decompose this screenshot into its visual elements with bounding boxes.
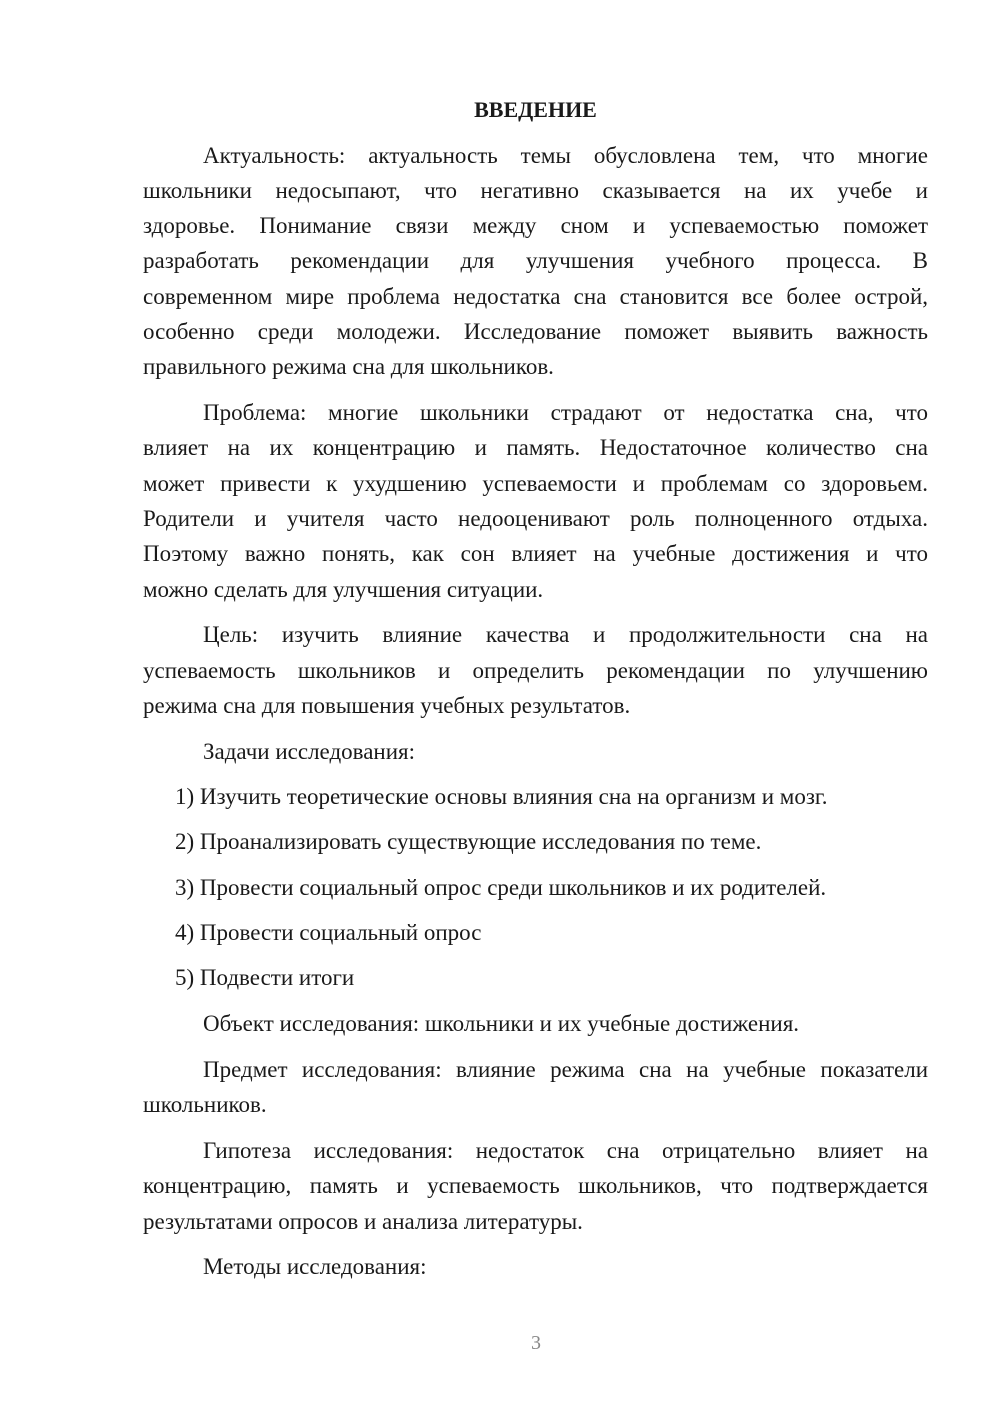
research-object: Объект исследования: школьники и их учебные достижения. [203,1011,800,1037]
text-line: школьников. [143,1092,267,1118]
text-line: концентрацию, память и успеваемость школьников, что подтверждается [143,1173,928,1199]
text-line: успеваемость школьников и определить рекомендации по улучшению [143,657,928,683]
text-line: правильного режима сна для школьников. [143,354,554,380]
research-subject [143,1052,928,1123]
text-line: Родители и учителя часто недооценивают роль полноценного отдыха. [143,505,928,531]
text-line: результатами опросов и анализа литературы. [143,1208,583,1234]
research-methods-heading: Методы исследования: [203,1254,427,1280]
text-line: особенно среди молодежи. Исследование поможет выявить важность [143,318,928,344]
text-line: современном мире проблема недостатка сна становится все более острой, [143,283,928,309]
text-line: Проблема: многие школьники страдают от недостатка сна, что [203,400,928,426]
research-hypothesis [143,1133,928,1239]
task-item: 3) Провести социальный опрос среди школьников и их родителей. [175,874,827,900]
text-line: Гипотеза исследования: недостаток сна отрицательно влияет на [203,1137,928,1163]
text-line: разработать рекомендации для улучшения учебного процесса. В [143,248,928,274]
text-line: можно сделать для улучшения ситуации. [143,576,544,602]
section-title: ВВЕДЕНИЕ [474,97,597,122]
text-line: школьники недосыпают, что негативно сказывается на их учебе и [143,177,928,203]
page-number: 3 [531,1332,541,1354]
task-item: 2) Проанализировать существующие исследования по теме. [175,829,762,855]
task-item: 1) Изучить теоретические основы влияния сна на организм и мозг. [175,784,828,810]
text-line: Цель: изучить влияние качества и продолжительности сна на [203,622,928,648]
task-item: 4) Провести социальный опрос [175,919,482,945]
text-line: влияет на их концентрацию и память. Недостаточное количество сна [143,435,928,461]
paragraph-relevance [143,138,928,385]
paragraph-goal [143,617,928,723]
page-body [143,92,928,1285]
text-line: здоровье. Понимание связи между сном и успеваемостью поможет [143,213,928,239]
paragraph-problem [143,395,928,607]
tasks-heading: Задачи исследования: [203,738,416,764]
text-line: Актуальность: актуальность темы обусловлена тем, что многие [203,142,928,168]
task-item: 5) Подвести итоги [175,965,355,991]
text-line: Предмет исследования: влияние режима сна на учебные показатели [203,1056,928,1082]
text-line: может привести к ухудшению успеваемости и проблемам со здоровьем. [143,470,928,496]
text-line: Поэтому важно понять, как сон влияет на учебные достижения и что [143,541,928,567]
text-line: режима сна для повышения учебных результатов. [143,692,631,718]
